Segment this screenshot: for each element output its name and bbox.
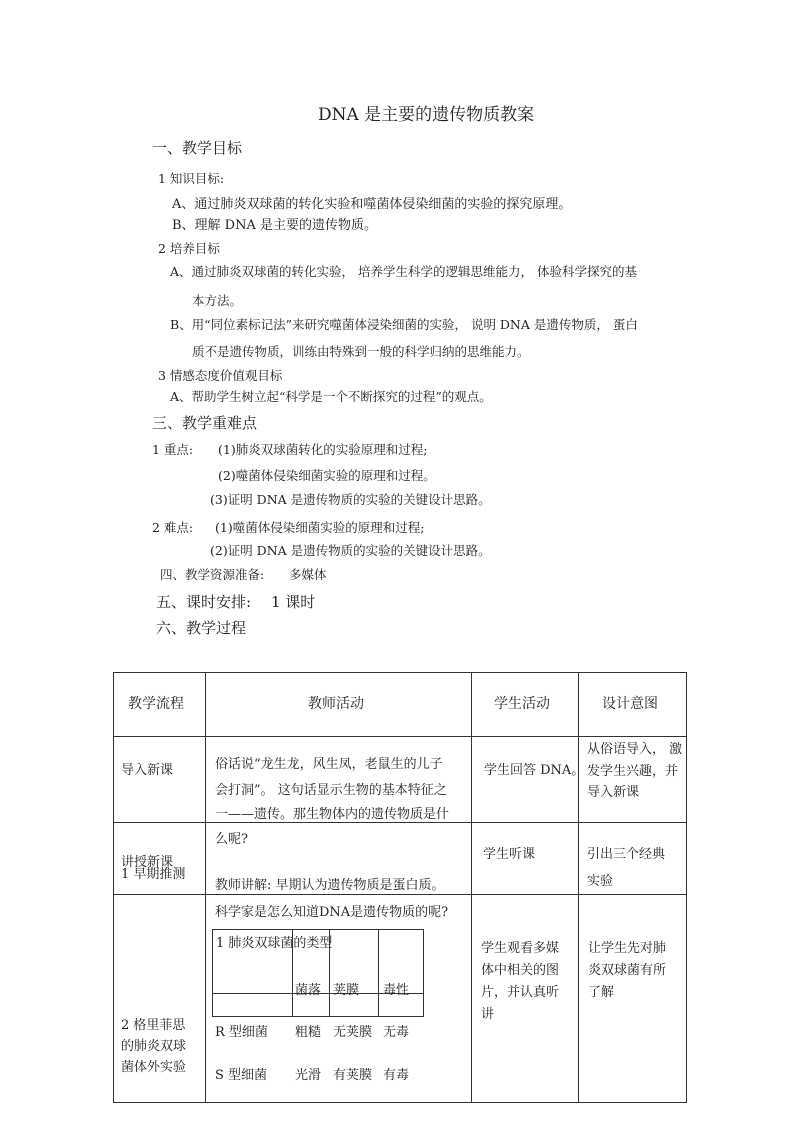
row3-student-line3: 片，并认真听	[481, 985, 560, 1000]
row2-intent-line1: 引出三个经典	[587, 847, 666, 862]
inner-s-toxicity: 有毒	[383, 1068, 410, 1083]
schedule-heading: 五、课时安排:	[156, 593, 252, 611]
skills-b-line1: B、用“同位素标记法”来研究噬菌体浸染细菌的实验， 说明 DNA 是遗传物质， 蛋白	[170, 317, 638, 332]
header-teacher: 教师活动	[308, 696, 364, 712]
inner-r-toxicity: 无毒	[383, 1025, 410, 1040]
inner-s-colony: 光滑	[295, 1068, 322, 1083]
schedule-value: 1 课时	[271, 593, 316, 611]
row1-teacher-line2: 会打洞”。 这句话显示生物的基本特征之	[215, 783, 447, 798]
section-heading-key-points: 三、教学重难点	[152, 414, 258, 432]
inner-header-colony: 菌落	[295, 983, 322, 998]
row2-flow-line1: 讲授新课	[121, 855, 174, 870]
row3-intent-line1: 让学生先对肺	[588, 941, 667, 956]
row3-student-line2: 体中相关的图	[481, 963, 560, 978]
header-intent: 设计意图	[602, 696, 658, 712]
row1-intent-line2: 发学生兴趣，并	[587, 764, 679, 779]
knowledge-a: A、通过肺炎双球菌的转化实验和噬菌体侵染细菌的实验的探究原理。	[172, 197, 572, 212]
row3-teacher-question: 科学家是怎么知道DNA是遗传物质的呢?	[215, 905, 449, 920]
row3-student-line4: 讲	[481, 1007, 495, 1022]
row2-flow-line2: 1 早期推测	[121, 867, 186, 882]
row1-teacher-line3: 一——遗传。那生物体内的遗传物质是什	[215, 807, 450, 822]
inner-header-toxicity: 毒性	[383, 983, 410, 998]
row3-intent-line2: 炎双球菌有所	[588, 963, 667, 978]
row3-intent-line3: 了解	[588, 985, 615, 1000]
key-point-2: (2)噬菌体侵染细菌实验的原理和过程。	[218, 468, 436, 483]
row2-teacher-line1: 么呢?	[215, 832, 248, 847]
row2-intent-line2: 实验	[587, 874, 614, 889]
key-point-1: (1)肺炎双球菌转化的实验原理和过程;	[218, 442, 428, 457]
resources-heading: 四、教学资源准备:	[160, 567, 265, 582]
inner-header-capsule: 荚膜	[333, 983, 360, 998]
subheading-knowledge: 1 知识目标:	[158, 171, 225, 186]
key-label: 1 重点:	[152, 442, 194, 457]
difficulty-label: 2 难点:	[152, 520, 194, 535]
inner-s-capsule: 有荚膜	[333, 1068, 373, 1083]
row3-teacher-subheading: 1 肺炎双球菌的类型	[216, 936, 333, 951]
row1-teacher-line1: 俗话说“龙生龙，风生凤，老鼠生的儿子	[215, 757, 443, 772]
difficulty-1: (1)噬菌体侵染细菌实验的原理和过程;	[215, 520, 425, 535]
row2-teacher-line2: 教师讲解: 早期认为遗传物质是蛋白质。	[215, 878, 445, 893]
resources-value: 多媒体	[289, 567, 327, 582]
difficulty-2: (2)证明 DNA 是遗传物质的实验的关键设计思路。	[210, 543, 491, 558]
row3-student-line1: 学生观看多媒	[481, 941, 560, 956]
row3-flow-line3: 菌体外实验	[121, 1060, 187, 1075]
inner-r-capsule: 无荚膜	[333, 1025, 373, 1040]
skills-b-line2: 质不是遗传物质，训练由特殊到一般的科学归纳的思维能力。	[192, 344, 530, 359]
section-heading-objectives: 一、教学目标	[152, 139, 243, 157]
inner-r-type: R 型细菌	[215, 1025, 268, 1040]
row3-flow-line2: 的肺炎双球	[121, 1039, 187, 1054]
row2-student: 学生听课	[483, 847, 536, 862]
inner-s-type: S 型细菌	[215, 1068, 268, 1083]
process-heading: 六、教学过程	[156, 619, 247, 637]
skills-a-line2: 本方法。	[192, 293, 243, 308]
row1-intent-line1: 从俗语导入， 激	[587, 742, 683, 757]
subheading-skills: 2 培养目标	[158, 241, 220, 256]
knowledge-b: B、理解 DNA 是主要的遗传物质。	[172, 218, 378, 233]
key-point-3: (3)证明 DNA 是遗传物质的实验的关键设计思路。	[210, 492, 491, 507]
page-title: DNA 是主要的遗传物质教案	[318, 105, 535, 125]
header-student: 学生活动	[494, 696, 550, 712]
row3-flow-line1: 2 格里菲思	[121, 1018, 186, 1033]
subheading-attitude: 3 情感态度价值观目标	[158, 368, 283, 383]
header-flow: 教学流程	[128, 696, 184, 712]
skills-a-line1: A、通过肺炎双球菌的转化实验， 培养学生科学的逻辑思维能力， 体验科学探究的基	[170, 264, 637, 279]
row1-intent-line3: 导入新课	[587, 785, 640, 800]
row1-student: 学生回答 DNA。	[484, 763, 585, 778]
inner-r-colony: 粗糙	[295, 1025, 322, 1040]
attitude-a: A、帮助学生树立起“科学是一个不断探究的过程”的观点。	[170, 389, 492, 404]
row1-flow: 导入新课	[121, 763, 174, 778]
